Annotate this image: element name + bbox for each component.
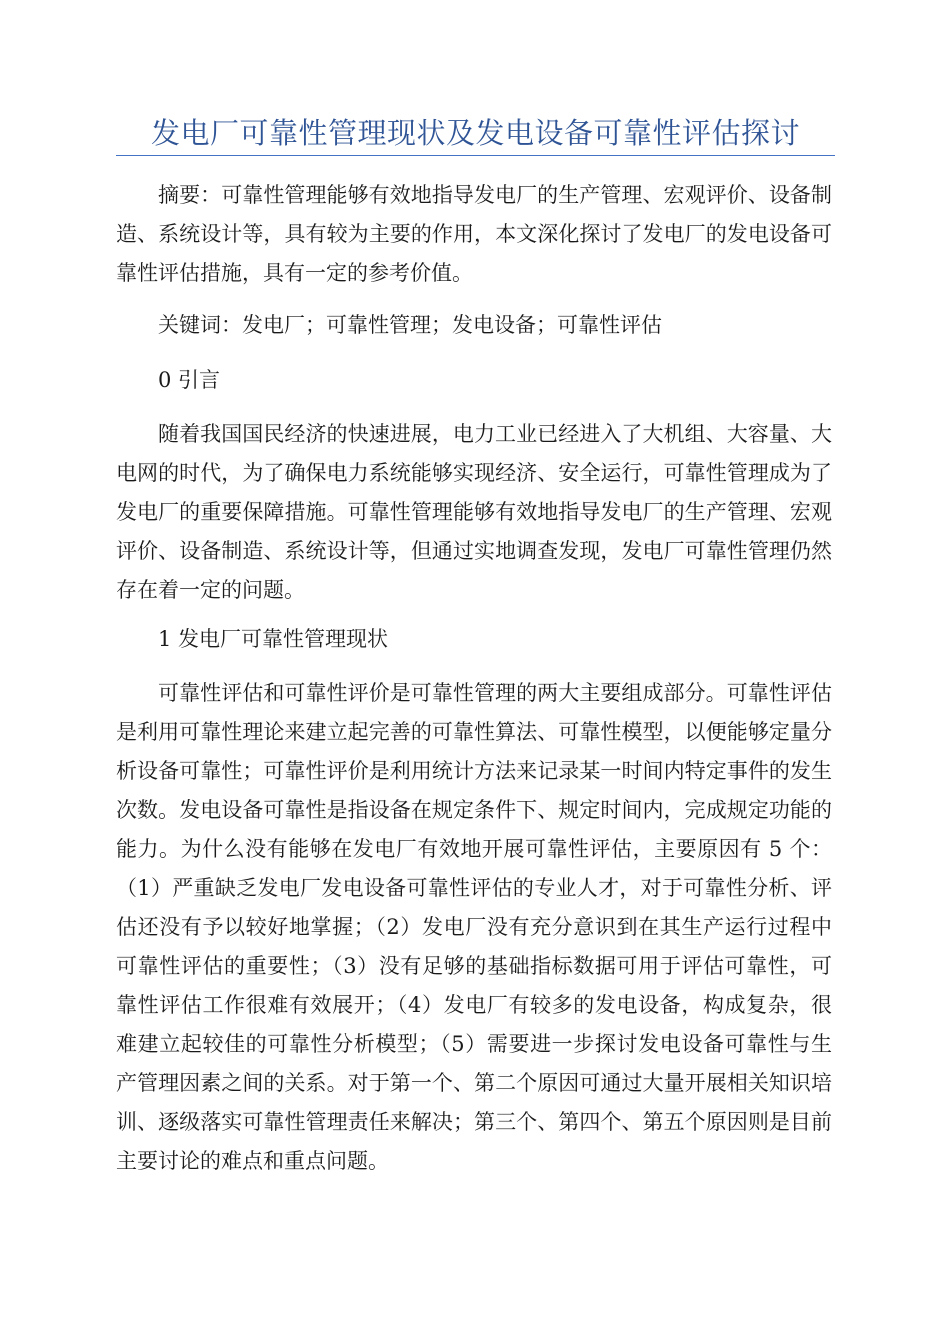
- intro-heading-text: 0 引言: [158, 368, 221, 392]
- section1-heading-text: 1 发电厂可靠性管理现状: [158, 627, 389, 651]
- intro-body-text: 随着我国国民经济的快速进展，电力工业已经进入了大机组、大容量、大电网的时代，为了确保电力系统能够实现经济、安全运行，可靠性管理成为了发电厂的重要保障措施。可靠性管理能够有效地指导发电厂的生产管理、宏观评价、设备制造、系统设计等，但通过实地调查发现，发电厂可靠性管理仍然存在着一定的问题。: [116, 422, 832, 602]
- section1-paragraph: [116, 674, 832, 1181]
- document-title: 发电厂可靠性管理现状及发电设备可靠性评估探讨: [150, 116, 800, 150]
- abstract-text: 摘要：可靠性管理能够有效地指导发电厂的生产管理、宏观评价、设备制造、系统设计等，具有较为主要的作用，本文深化探讨了发电厂的发电设备可靠性评估措施，具有一定的参考价值。: [116, 183, 832, 285]
- title-underline: [116, 155, 835, 156]
- abstract-paragraph: [116, 176, 832, 293]
- intro-heading: [116, 361, 832, 400]
- intro-paragraph: [116, 415, 832, 610]
- section1-body-text: 可靠性评估和可靠性评价是可靠性管理的两大主要组成部分。可靠性评估是利用可靠性理论来建立起完善的可靠性算法、可靠性模型，以便能够定量分析设备可靠性；可靠性评价是利用统计方法来记录某一时间内特定事件的发生次数。发电设备可靠性是指设备在规定条件下、规定时间内，完成规定功能的能力。为什么没有能够在发电厂有效地开展可靠性评估，主要原因有 5 个：（1）严重缺乏发电厂发电设备可靠性评估的专业人才，对于可靠性分析、评估还没有予以较好地掌握；（2）发电厂没有充分意识到在其生产运行过程中可靠性评估的重要性；（3）没有足够的基础指标数据可用于评估可靠性，可靠性评估工作很难有效展开；（4）发电厂有较多的发电设备，构成复杂，很难建立起较佳的可靠性分析模型；（5）需要进一步探讨发电设备可靠性与生产管理因素之间的关系。对于第一个、第二个原因可通过大量开展相关知识培训、逐级落实可靠性管理责任来解决；第三个、第四个、第五个原因则是目前主要讨论的难点和重点问题。: [116, 681, 832, 1173]
- keywords-paragraph: [116, 306, 832, 345]
- keywords-text: 关键词：发电厂；可靠性管理；发电设备；可靠性评估: [158, 313, 662, 337]
- section1-heading: [116, 620, 832, 659]
